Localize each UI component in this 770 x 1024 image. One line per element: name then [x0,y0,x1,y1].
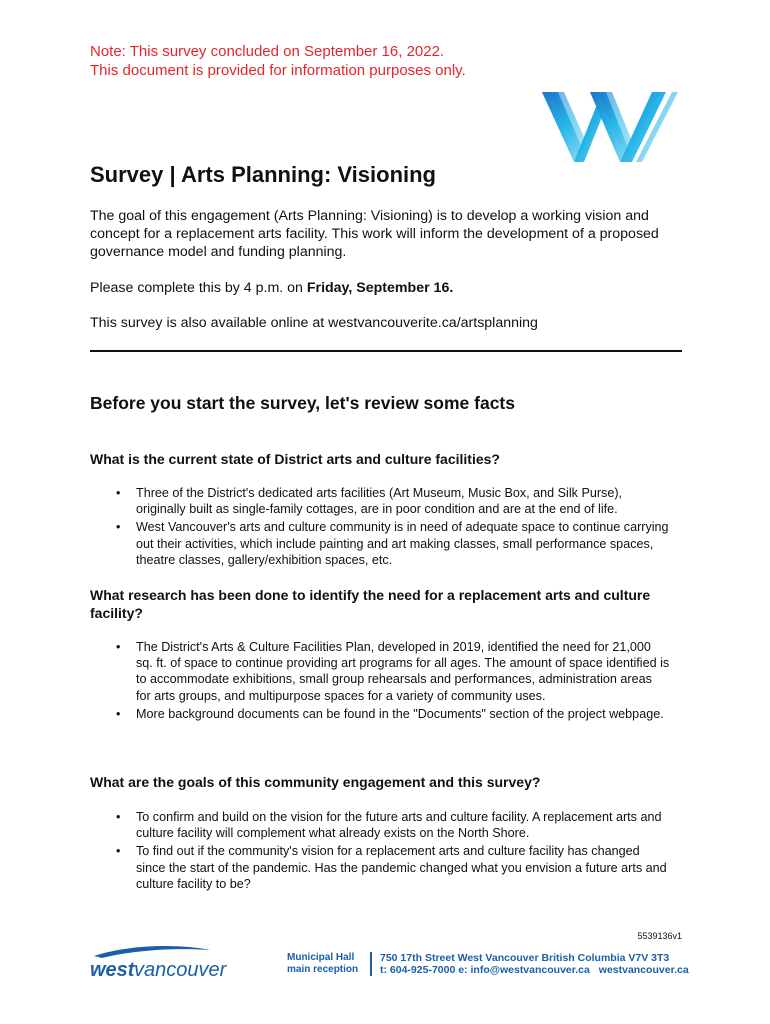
footer-contact [380,952,689,976]
bullet-item: • More background documents can be found in the "Documents" section of the project webpage. [90,706,670,722]
wordmark-west: west [90,959,135,980]
bullet-item: • To confirm and build on the vision for the future arts and culture facility. A replacement arts and culture facility will complement what already exists on the North Shore. [90,809,670,841]
footer-municipal-hall [287,952,358,976]
west-vancouver-wordmark-logo [90,946,232,980]
west-vancouver-w-logo-icon [540,90,680,164]
deadline-date: Friday, September 16. [306,280,454,296]
swoosh-icon [94,946,210,958]
notice-line-1: Note: This survey concluded on September 16, 2022. [90,43,445,60]
notice-line-2: This document is provided for information purposes only. [90,62,466,79]
section-bullets-2 [90,639,670,724]
deadline-text [90,280,453,296]
footer-email[interactable]: e: info@westvancouver.ca [458,964,590,976]
section-question-2: What research has been done to identify the need for a replacement arts and culture facility? [90,587,651,621]
section-bullets-1 [90,485,670,570]
notice [90,42,466,80]
footer-address: 750 17th Street West Vancouver British Columbia V7V 3T3 [380,952,670,964]
hall-line-1: Municipal Hall [287,952,355,963]
footer-separator [370,952,372,976]
bullet-item: • The District's Arts & Culture Facilities Plan, developed in 2019, identified the need for 21,000 sq. ft. of space to continue providing art programs for all ages. The amount of space identified is to accommodate exhibitions, small group rehearsals and performances, administration areas for arts groups, and multipurpose spaces for a variety of community uses. [90,639,670,704]
bullet-item: • Three of the District's dedicated arts facilities (Art Museum, Music Box, and Silk Purse), originally built as single-family cottages, are in poor condition and are at the end of life. [90,485,670,517]
bullet-item: • To find out if the community's vision for a replacement arts and culture facility has changed since the start of the pandemic. Has the pandemic changed what you envision a future arts and culture facility to be? [90,843,670,892]
section-question-1: What is the current state of District arts and culture facilities? [90,451,500,467]
document-id: 5539136v1 [637,931,682,941]
intro-paragraph: The goal of this engagement (Arts Planning: Visioning) is to develop a working vision and concept for a replacement arts facility. This work will inform the development of a proposed governance model and funding planning. [90,208,659,260]
online-availability-text: This survey is also available online at westvancouverite.ca/artsplanning [90,315,538,331]
divider-rule [90,350,682,352]
wordmark-vancouver: vancouver [134,959,227,980]
hall-line-2: main reception [287,964,359,975]
footer-phone: t: 604-925-7000 [380,964,456,976]
deadline-prefix: Please complete this by 4 p.m. on [90,280,307,296]
page-title: Survey | Arts Planning: Visioning [90,162,436,187]
footer-website[interactable]: westvancouver.ca [598,964,689,976]
section-question-3: What are the goals of this community engagement and this survey? [90,774,541,790]
section-bullets-3 [90,809,670,894]
facts-heading: Before you start the survey, let's review some facts [90,393,515,413]
bullet-item: • West Vancouver's arts and culture community is in need of adequate space to continue carrying out their activities, which include painting and art making classes, small performance spaces, theatre classes, gallery/exhibition spaces, etc. [90,519,670,568]
